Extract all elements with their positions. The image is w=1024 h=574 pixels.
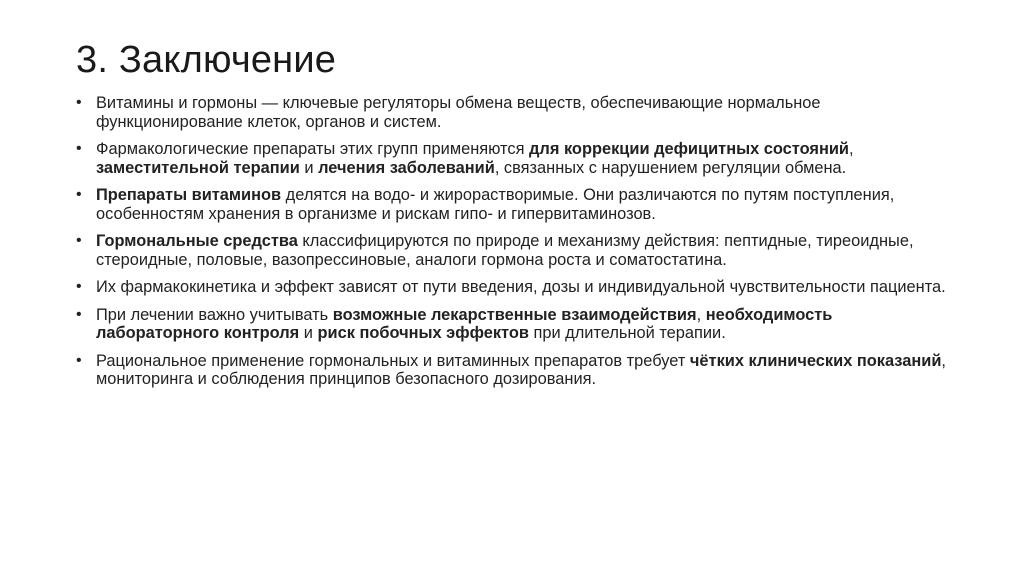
bullet-text: делятся на водо- и жирорастворимые. Они различаются по путям поступления, особенностям хранения в организме и рискам гипо- и гипервитаминозов. [96, 186, 895, 223]
bullet-list [76, 94, 956, 398]
bullet-marker: • [76, 140, 82, 157]
bullet-text-bold: Препараты витаминов [96, 186, 282, 204]
bullet-text-bold: заместительной терапии [96, 158, 300, 177]
bullet-text: , мониторинга и соблюдения принципов безопасного дозирования. [96, 351, 946, 388]
bullet-marker: • [76, 351, 82, 369]
bullet-item [76, 140, 956, 177]
bullet-text: Их фармакокинетика и эффект зависят от пути введения, дозы и индивидуальной чувствительности пациента. [96, 278, 946, 296]
bullet-text: и [299, 324, 318, 342]
bullet-text: , [696, 305, 706, 324]
bullet-text: При лечении важно учитывать [96, 305, 333, 324]
bullet-marker: • [76, 186, 82, 203]
bullet-text-bold: необходимость лабораторного контроля [96, 305, 833, 342]
bullet-item [76, 352, 956, 389]
bullet-text-bold: риск побочных эффектов [317, 324, 529, 342]
bullet-text: Рациональное применение гормональных и витаминных препаратов требует [96, 351, 690, 370]
bullet-marker: • [76, 232, 82, 249]
bullet-text: , связанных с нарушением регуляции обмена. [494, 158, 847, 177]
bullet-text: , [849, 140, 854, 158]
bullet-item [76, 94, 956, 131]
bullet-text-bold: возможные лекарственные взаимодействия [332, 305, 697, 324]
slide-title: 3. Заключение [76, 39, 337, 81]
bullet-text: классифицируются по природе и механизму действия: пептидные, тиреоидные, стероидные, половые, вазопрессиновые, аналоги гормона роста и соматостатина. [96, 232, 914, 269]
bullet-text: и [299, 158, 319, 177]
bullet-item [76, 278, 956, 297]
bullet-text-bold: для коррекции дефицитных состояний [529, 140, 850, 158]
bullet-marker: • [76, 278, 82, 295]
bullet-text-bold: лечения заболеваний [318, 158, 495, 177]
bullet-marker: • [76, 94, 82, 111]
bullet-text: Фармакологические препараты этих групп применяются [96, 140, 530, 158]
bullet-marker: • [76, 305, 82, 323]
bullet-text: Витамины и гормоны — ключевые регуляторы обмена веществ, обеспечивающие нормальное функционирование клеток, органов и систем. [96, 94, 821, 131]
bullet-item [76, 306, 956, 343]
bullet-text-bold: чётких клинических показаний [689, 351, 942, 370]
bullet-text: при длительной терапии. [528, 324, 726, 342]
bullet-item [76, 186, 956, 223]
bullet-item [76, 232, 956, 269]
bullet-text-bold: Гормональные средства [96, 232, 298, 250]
